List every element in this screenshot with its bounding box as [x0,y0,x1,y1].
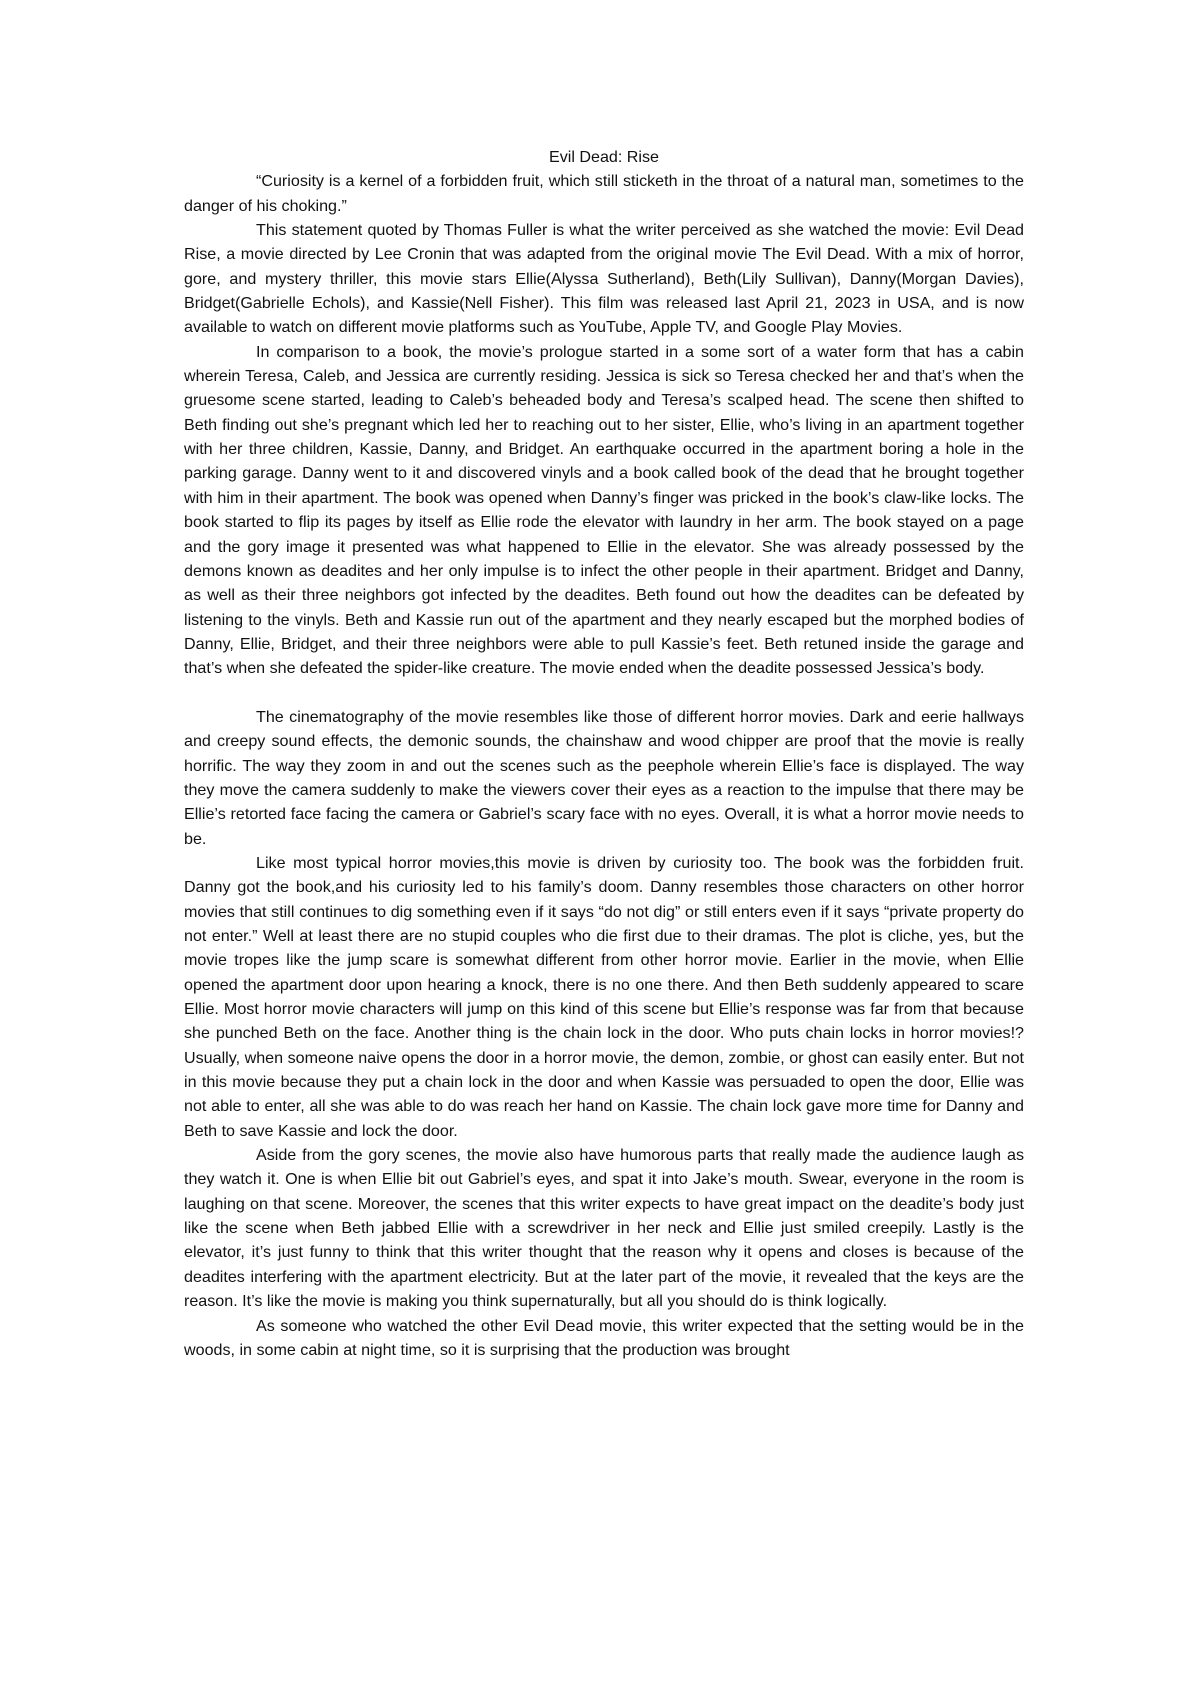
paragraph-plot-summary: In comparison to a book, the movie’s prologue started in a some sort of a water form that has a cabin wherein Teresa, Caleb, and Jessica are currently residing. Jessica is sick so Teresa checked her and that’s when the gruesome scene started, leading to Caleb’s beheaded body and Teresa’s scalped head. The scene then shifted to Beth finding out she’s pregnant which led her to reaching out to her sister, Ellie, who’s living in an apartment together with her three children, Kassie, Danny, and Bridget. An earthquake occurred in the apartment boring a hole in the parking garage. Danny went to it and discovered vinyls and a book called book of the dead that he brought together with him in their apartment. The book was opened when Danny’s finger was pricked in the book’s claw-like locks. The book started to flip its pages by itself as Ellie rode the elevator with laundry in her arm. The book stayed on a page and the gory image it presented was what happened to Ellie in the elevator. She was already possessed by the demons known as deadites and her only impulse is to infect the other people in their apartment. Bridget and Danny, as well as their three neighbors got infected by the deadites. Beth found out how the deadites can be defeated by listening to the vinyls. Beth and Kassie run out of the apartment and they nearly escaped but the morphed bodies of Danny, Ellie, Bridget, and their three neighbors were able to pull Kassie’s feet. Beth retuned inside the garage and that’s when she defeated the spider-like creature. The movie ended when the deadite possessed Jessica’s body. [184,342,1024,678]
paragraph-gap [184,681,1024,705]
document-title: Evil Dead: Rise [548,148,660,166]
paragraph-cinematography: The cinematography of the movie resembles like those of different horror movies. Dark and eerie hallways and creepy sound effects, the demonic sounds, the chainshaw and wood chipper are proof that the movie is really horrific. The way they zoom in and out the scenes such as the peephole wherein Ellie’s face is displayed. The way they move the camera suddenly to make the viewers cover their eyes as a reaction to the impulse that there may be Ellie’s retorted face facing the camera or Gabriel’s scary face with no eyes. Overall, it is what a horror movie needs to be. [184,707,1024,848]
document-page [184,145,1024,1362]
paragraph-setting: As someone who watched the other Evil Dead movie, this writer expected that the setting would be in the woods, in some cabin at night time, so it is surprising that the production was brought [184,1316,1024,1359]
paragraph-intro: This statement quoted by Thomas Fuller is what the writer perceived as she watched the movie: Evil Dead Rise, a movie directed by Lee Cronin that was adapted from the original movie The Evil Dead. With a mix of horror, gore, and mystery thriller, this movie stars Ellie(Alyssa Sutherland), Beth(Lily Sullivan), Danny(Morgan Davies), Bridget(Gabrielle Echols), and Kassie(Nell Fisher). This film was released last April 21, 2023 in USA, and is now available to watch on different movie platforms such as YouTube, Apple TV, and Google Play Movies. [184,221,1024,337]
paragraph-humor: Aside from the gory scenes, the movie also have humorous parts that really made the audience laugh as they watch it. One is when Ellie bit out Gabriel’s eyes, and spat it into Jake’s mouth. Swear, everyone in the room is laughing on that scene. Moreover, the scenes that this writer expects to have great impact on the deadite’s body just like the scene when Beth jabbed Ellie with a screwdriver in her neck and Ellie just smiled creepily. Lastly is the elevator, it’s just funny to think that this writer thought that the reason why it opens and closes is because of the deadites interfering with the apartment electricity. But at the later part of the movie, it revealed that the keys are the reason. It’s like the movie is making you think supernaturally, but all you should do is think logically. [184,1146,1024,1311]
paragraph-curiosity: Like most typical horror movies,this movie is driven by curiosity too. The book was the forbidden fruit. Danny got the book,and his curiosity led to his family’s doom. Danny resembles those characters on other horror movies that still continues to dig something even if it says “do not dig” or still enters even if it says “private property do not enter.” Well at least there are no stupid couples who die first due to their dramas. The plot is cliche, yes, but the movie tropes like the jump scare is somewhat different from other horror movie. Earlier in the movie, when Ellie opened the apartment door upon hearing a knock, there is no one there. And then Beth suddenly appeared to scare Ellie. Most horror movie characters will jump on this kind of this scene but Ellie’s response was far from that because she punched Beth on the face. Another thing is the chain lock in the door. Who puts chain locks in horror movies!? Usually, when someone naive opens the door in a horror movie, the demon, zombie, or ghost can easily enter. But not in this movie because they put a chain lock in the door and when Kassie was persuaded to open the door, Ellie was not able to enter, all she was able to do was reach her hand on Kassie. The chain lock gave more time for Danny and Beth to save Kassie and lock the door. [184,853,1024,1140]
paragraph-quote: “Curiosity is a kernel of a forbidden fruit, which still sticketh in the throat of a natural man, sometimes to the danger of his choking.” [184,172,1024,215]
